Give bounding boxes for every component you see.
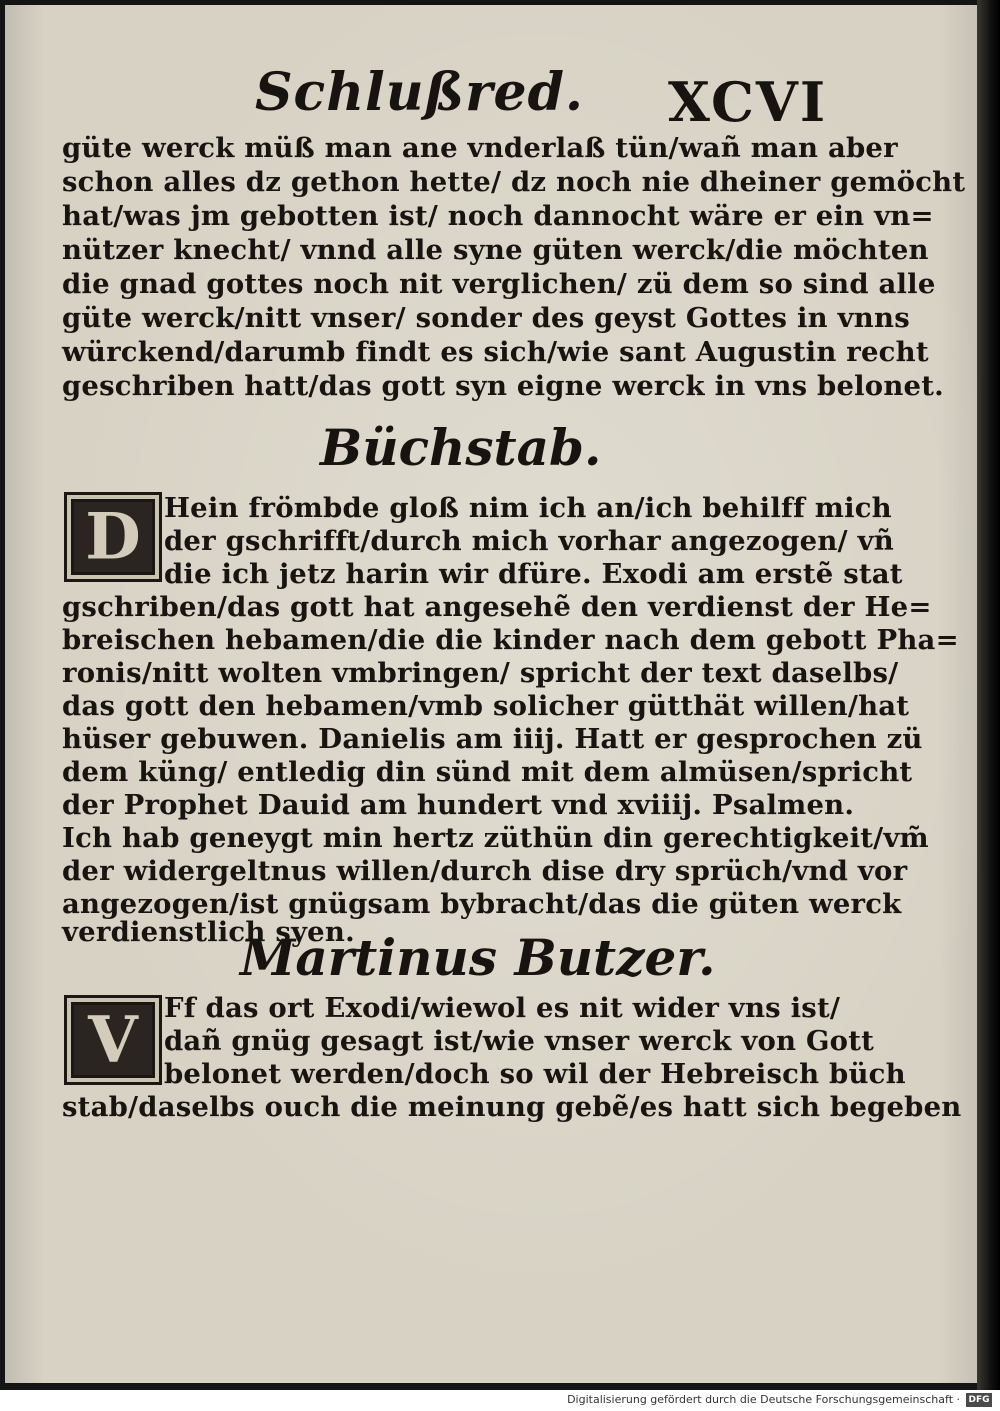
text-block-martinus-butzer xyxy=(62,992,962,1123)
text-line: das gott den hebamen/vmb solicher gütthät willen/hat xyxy=(62,690,910,722)
text-line: hat/was jm gebotten ist/ noch dannocht wäre er ein vn= xyxy=(62,200,934,232)
text-block-schlussred xyxy=(62,132,966,402)
text-block-buchstab xyxy=(62,492,959,948)
text-line: Ich hab geneygt min hertz züthün din gerechtigkeit/vm̃ xyxy=(62,822,929,854)
text-line: der widergeltnus willen/durch dise dry sprüch/vnd vor xyxy=(62,855,908,887)
text-line: der Prophet Dauid am hundert vnd xviiij. Psalmen. xyxy=(62,789,855,821)
running-head: Schlußred. xyxy=(255,62,585,123)
folio-number: XCVI xyxy=(668,70,828,134)
text-line: breischen hebamen/die die kinder nach dem gebott Pha= xyxy=(62,624,959,656)
section-heading-martinus-butzer: Martinus Butzer. xyxy=(240,928,716,987)
text-line: belonet werden/doch so wil der Hebreisch büch xyxy=(164,1058,906,1090)
text-line: güte werck/nitt vnser/ sonder des geyst Gottes in vnns xyxy=(62,302,910,334)
text-line: Hein frömbde gloß nim ich an/ich behilff mich xyxy=(164,492,892,524)
digitization-footer xyxy=(0,1390,1000,1411)
dfg-logo: DFG xyxy=(966,1393,992,1407)
text-line: verdienstlich syen. xyxy=(62,916,355,948)
page-edge xyxy=(977,0,1000,1390)
text-line: schon alles dz gethon hette/ dz noch nie dheiner gemöcht xyxy=(62,166,966,198)
text-line: güte werck müß man ane vnderlaß tün/wañ man aber xyxy=(62,132,898,164)
text-line: angezogen/ist gnügsam bybracht/das die güten werck xyxy=(62,888,902,920)
section-heading-buchstab: Büchstab. xyxy=(320,418,602,477)
text-line: dañ gnüg gesagt ist/wie vnser werck von Gott xyxy=(164,1025,874,1057)
text-line: ronis/nitt wolten vmbringen/ spricht der text daselbs/ xyxy=(62,657,899,689)
text-line: der gschrifft/durch mich vorhar angezogen/ vñ xyxy=(164,525,894,557)
text-line: geschriben hatt/das gott syn eigne werck in vns belonet. xyxy=(62,370,944,402)
text-line: die gnad gottes noch nit verglichen/ zü dem so sind alle xyxy=(62,268,936,300)
text-line: die ich jetz harin wir dfüre. Exodi am erstẽ stat xyxy=(164,558,903,590)
text-line: stab/daselbs ouch die meinung gebẽ/es hatt sich begeben xyxy=(62,1091,962,1123)
text-line: dem küng/ entledig din sünd mit dem almüsen/spricht xyxy=(62,756,913,788)
funding-credit: Digitalisierung gefördert durch die Deutsche Forschungsgemeinschaft · xyxy=(567,1393,960,1406)
initial-letter: V xyxy=(88,1002,138,1078)
text-line: Ff das ort Exodi/wiewol es nit wider vns ist/ xyxy=(164,992,841,1024)
text-line: hüser gebuwen. Danielis am iiij. Hatt er gesprochen zü xyxy=(62,723,923,755)
initial-letter: D xyxy=(85,499,141,575)
text-line: würckend/darumb findt es sich/wie sant Augustin recht xyxy=(62,336,929,368)
text-line: gschriben/das gott hat angesehẽ den verdienst der He= xyxy=(62,591,932,623)
text-line: nützer knecht/ vnnd alle syne güten werck/die möchten xyxy=(62,234,929,266)
